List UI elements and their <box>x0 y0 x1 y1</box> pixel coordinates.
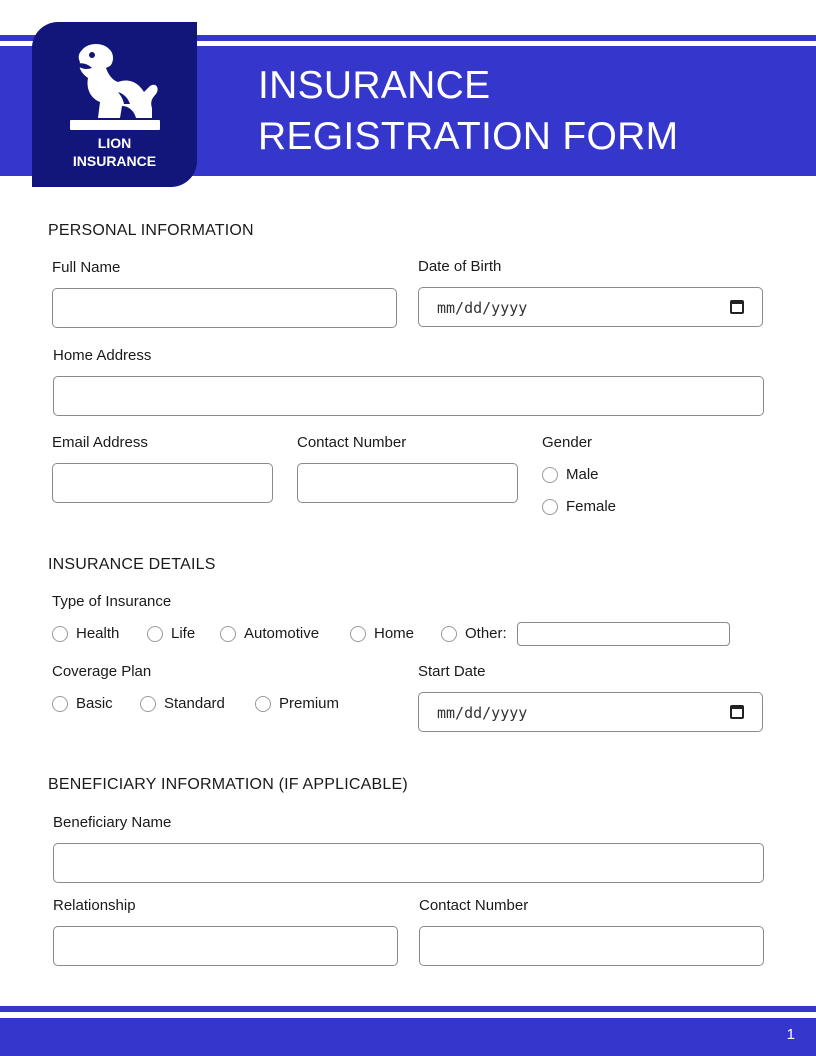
radio-label: Health <box>76 625 120 642</box>
radio-label: Standard <box>164 695 225 712</box>
radio-circle[interactable] <box>441 626 457 642</box>
gender-radio-female[interactable] <box>542 498 616 515</box>
gender-label: Gender <box>542 434 593 451</box>
radio-circle[interactable] <box>140 696 156 712</box>
type-radio-home[interactable] <box>350 625 414 642</box>
dob-label: Date of Birth <box>418 258 502 275</box>
coverage-radio-basic[interactable] <box>52 695 113 712</box>
logo-line-2: INSURANCE <box>72 153 157 169</box>
radio-label: Automotive <box>244 625 320 642</box>
radio-circle[interactable] <box>147 626 163 642</box>
radio-circle[interactable] <box>52 696 68 712</box>
relationship-input[interactable] <box>53 926 398 966</box>
radio-label: Other: <box>465 625 507 642</box>
home-address-label: Home Address <box>53 347 152 364</box>
beneficiary-contact-input[interactable] <box>419 926 764 966</box>
radio-label: Premium <box>279 695 340 712</box>
other-insurance-input[interactable] <box>517 622 730 646</box>
coverage-radio-premium[interactable] <box>255 695 339 712</box>
radio-circle[interactable] <box>350 626 366 642</box>
insurance-type-label: Type of Insurance <box>52 593 172 610</box>
home-address-input[interactable] <box>53 376 764 416</box>
radio-label: Basic <box>76 695 113 712</box>
footer-band <box>0 1018 816 1056</box>
dob-input[interactable] <box>418 287 763 327</box>
type-radio-other[interactable] <box>441 625 507 642</box>
lion-icon <box>68 42 162 134</box>
type-radio-life[interactable] <box>147 625 195 642</box>
calendar-icon[interactable] <box>730 300 744 314</box>
contact-number-input[interactable] <box>297 463 518 503</box>
page-number: 1 <box>786 1026 795 1043</box>
start-date-input[interactable] <box>418 692 763 732</box>
logo-line-1: LION <box>97 135 132 151</box>
company-logo <box>32 22 197 187</box>
logo-text <box>32 134 197 170</box>
radio-label: Male <box>566 466 599 483</box>
title-line-2: REGISTRATION FORM <box>258 115 679 158</box>
title-line-1: INSURANCE <box>258 64 491 107</box>
radio-circle[interactable] <box>542 467 558 483</box>
start-date-label: Start Date <box>418 663 486 680</box>
dob-placeholder: mm/dd/yyyy <box>437 299 528 317</box>
full-name-label: Full Name <box>52 259 121 276</box>
start-date-placeholder: mm/dd/yyyy <box>437 704 528 722</box>
beneficiary-name-label: Beneficiary Name <box>53 814 172 831</box>
section-title-personal: PERSONAL INFORMATION <box>48 222 254 239</box>
radio-label: Home <box>374 625 415 642</box>
relationship-label: Relationship <box>53 897 136 914</box>
page-title <box>258 60 678 162</box>
full-name-input[interactable] <box>52 288 397 328</box>
type-radio-health[interactable] <box>52 625 119 642</box>
email-input[interactable] <box>52 463 273 503</box>
footer-stripe <box>0 1006 816 1012</box>
gender-radio-male[interactable] <box>542 466 599 483</box>
radio-circle[interactable] <box>52 626 68 642</box>
beneficiary-contact-label: Contact Number <box>419 897 529 914</box>
coverage-radio-standard[interactable] <box>140 695 225 712</box>
radio-label: Female <box>566 498 617 515</box>
coverage-plan-label: Coverage Plan <box>52 663 152 680</box>
radio-label: Life <box>171 625 196 642</box>
radio-circle[interactable] <box>220 626 236 642</box>
beneficiary-name-input[interactable] <box>53 843 764 883</box>
contact-number-label: Contact Number <box>297 434 407 451</box>
section-title-beneficiary: BENEFICIARY INFORMATION (IF APPLICABLE) <box>48 776 408 793</box>
calendar-icon[interactable] <box>730 705 744 719</box>
type-radio-automotive[interactable] <box>220 625 319 642</box>
radio-circle[interactable] <box>255 696 271 712</box>
section-title-insurance: INSURANCE DETAILS <box>48 556 216 573</box>
radio-circle[interactable] <box>542 499 558 515</box>
email-label: Email Address <box>52 434 148 451</box>
